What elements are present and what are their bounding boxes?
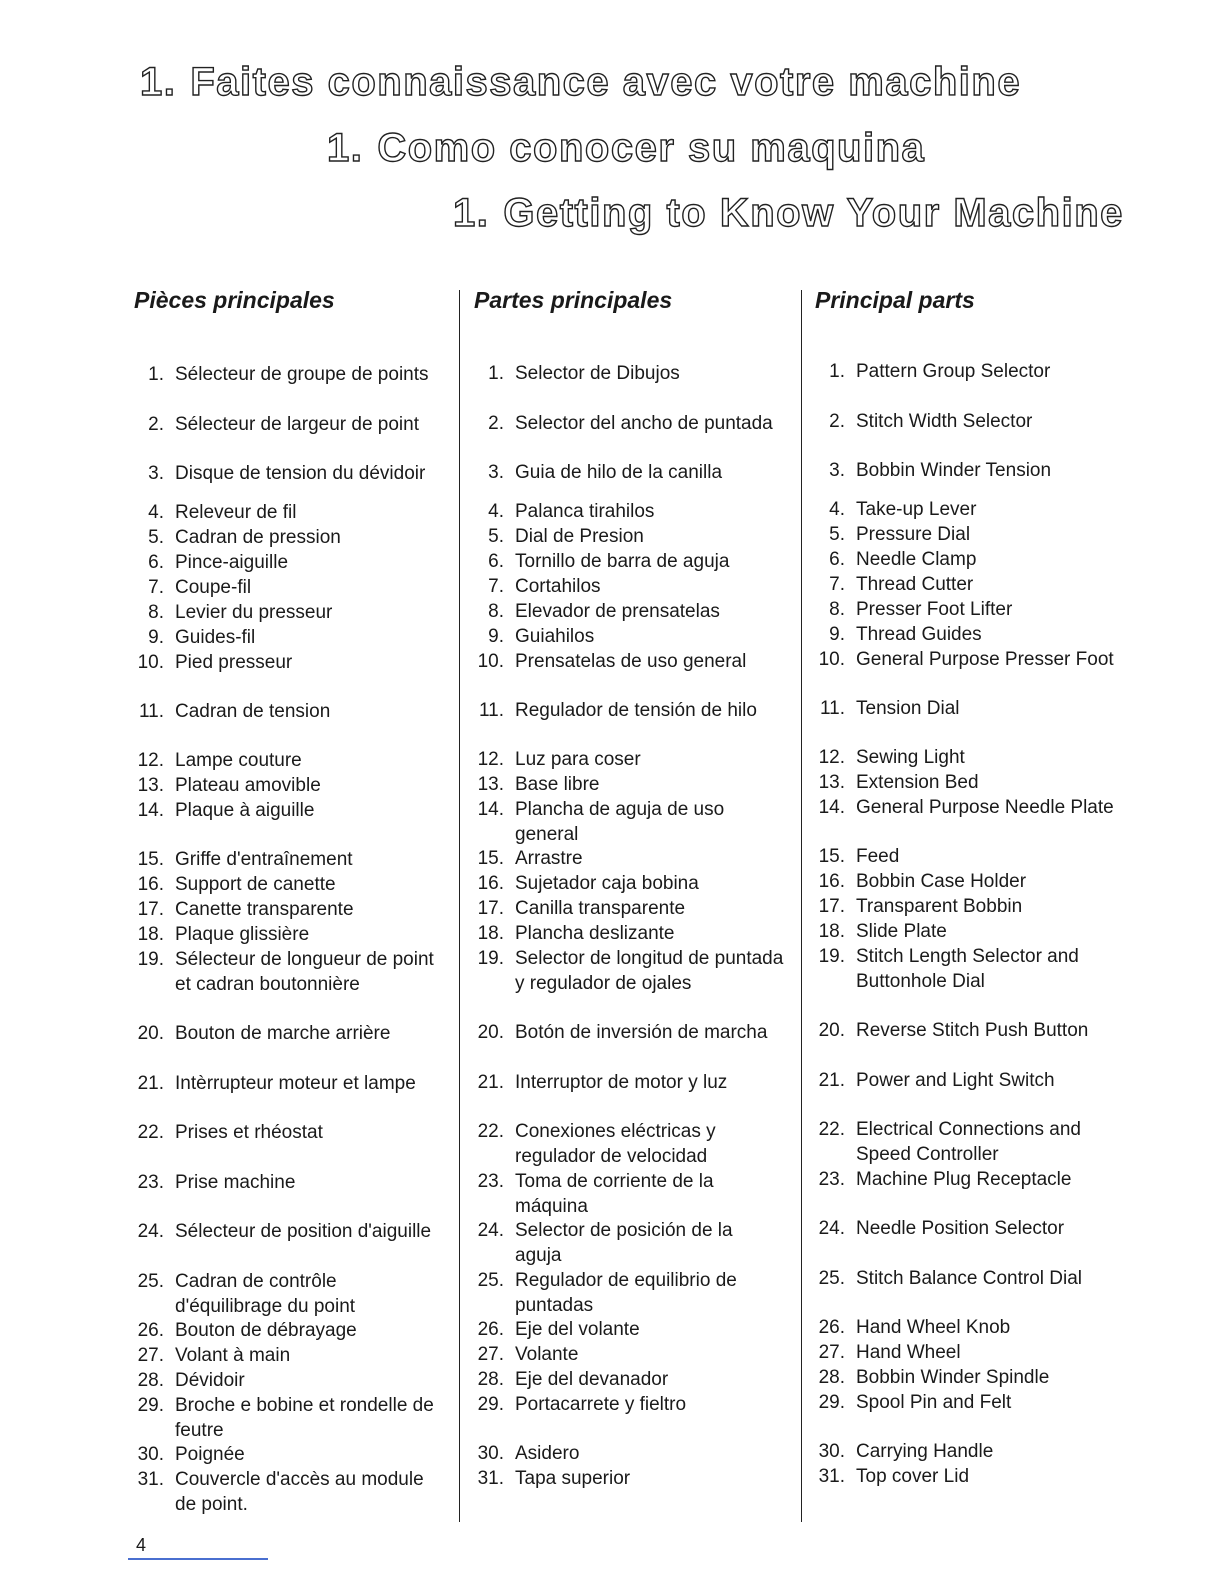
list-item <box>474 699 784 724</box>
list-item <box>134 848 444 873</box>
list-item <box>474 1368 784 1393</box>
item-number: 1. <box>148 364 164 385</box>
list-item <box>815 1391 1125 1416</box>
item-label: Selector de posición de la aguja <box>515 1220 733 1266</box>
list-item <box>815 573 1125 598</box>
item-number: 10. <box>477 651 504 672</box>
list-item <box>815 1069 1125 1094</box>
item-label: Transparent Bobbin <box>856 896 1023 917</box>
title-english-number: 1. <box>453 191 490 235</box>
item-label: Palanca tirahilos <box>515 501 655 522</box>
item-label: Plaque glissière <box>175 924 310 945</box>
item-number: 11. <box>138 701 164 722</box>
item-label: Sewing Light <box>856 747 965 768</box>
list-item <box>474 625 784 650</box>
list-item <box>134 1344 444 1369</box>
item-label: Tension Dial <box>856 698 960 719</box>
list-item <box>134 1220 444 1245</box>
item-label: Prise machine <box>175 1172 296 1193</box>
list-item <box>134 1394 444 1444</box>
list-item <box>134 363 444 388</box>
item-number: 15. <box>477 848 504 869</box>
list-item <box>134 1121 444 1146</box>
item-label: Lampe couture <box>175 750 302 771</box>
item-label: Disque de tension du dévidoir <box>175 463 426 484</box>
item-number: 10. <box>137 652 164 673</box>
item-label: Stitch Balance Control Dial <box>856 1268 1082 1289</box>
list-item <box>815 771 1125 796</box>
item-number: 28. <box>477 1369 504 1390</box>
item-number: 18. <box>137 924 164 945</box>
item-label: Eje del volante <box>515 1319 640 1340</box>
list-item <box>134 462 444 487</box>
item-label: Interruptor de motor y luz <box>515 1072 728 1093</box>
item-number: 25. <box>477 1270 504 1291</box>
item-label: Sujetador caja bobina <box>515 873 699 894</box>
item-number: 30. <box>477 1443 504 1464</box>
item-label: Portacarrete y fieltro <box>515 1394 687 1415</box>
item-number: 8. <box>148 602 164 623</box>
item-number: 20. <box>477 1022 504 1043</box>
item-label: Volante <box>515 1344 579 1365</box>
list-item <box>474 947 784 997</box>
item-label: Sélecteur de largeur de point <box>175 413 419 435</box>
item-number: 13. <box>477 774 504 795</box>
title-french-text: Faites connaissance avec votre machine <box>190 60 1022 104</box>
column-spanish <box>474 285 794 1489</box>
item-number: 15. <box>137 849 164 870</box>
list-item <box>815 548 1125 573</box>
column-heading-french: Pièces principales <box>134 287 335 313</box>
list-item <box>815 598 1125 623</box>
item-label: Power and Light Switch <box>856 1070 1055 1091</box>
list-item <box>474 650 784 675</box>
list-item <box>134 413 444 438</box>
list-item <box>815 523 1125 548</box>
list-item <box>474 412 784 437</box>
item-number: 12. <box>818 747 845 768</box>
item-number: 8. <box>829 599 845 620</box>
list-item <box>474 922 784 947</box>
list-item <box>474 1219 784 1269</box>
list-item <box>815 1440 1125 1465</box>
list-item <box>815 1217 1125 1242</box>
item-label: Bobbin Case Holder <box>856 871 1027 892</box>
item-number: 12. <box>477 749 504 770</box>
item-number: 31. <box>137 1469 164 1490</box>
list-item <box>474 525 784 550</box>
list-item <box>474 1442 784 1467</box>
list-item <box>815 697 1125 722</box>
list-item <box>815 1341 1125 1366</box>
list-item <box>474 897 784 922</box>
list-item <box>134 923 444 948</box>
list-item <box>134 1369 444 1394</box>
list-item <box>474 1269 784 1319</box>
item-number: 17. <box>137 899 164 920</box>
list-item <box>134 948 444 998</box>
list-item <box>474 550 784 575</box>
list-item <box>815 1019 1125 1044</box>
item-number: 14. <box>477 799 504 820</box>
list-item <box>815 796 1125 821</box>
item-label: Prises et rhéostat <box>175 1122 323 1143</box>
list-item <box>474 1467 784 1492</box>
item-number: 25. <box>137 1271 164 1292</box>
item-label: Broche e bobine et rondelle de feutre <box>175 1395 434 1441</box>
item-number: 9. <box>488 626 504 647</box>
column-english <box>815 285 1135 1487</box>
list-item <box>815 1168 1125 1193</box>
item-label: Dial de Presion <box>515 526 644 547</box>
item-label: Spool Pin and Felt <box>856 1392 1012 1413</box>
item-label: Sélecteur de position d'aiguille <box>175 1221 432 1242</box>
list-item <box>474 1393 784 1418</box>
list-item <box>474 1021 784 1046</box>
list-item <box>815 498 1125 523</box>
item-number: 17. <box>477 898 504 919</box>
item-label: Sélecteur de groupe de points <box>175 364 429 385</box>
item-number: 7. <box>829 574 845 595</box>
list-item <box>134 1072 444 1097</box>
item-number: 5. <box>148 527 164 548</box>
item-label: Hand Wheel Knob <box>856 1317 1011 1338</box>
item-label: Support de canette <box>175 874 336 895</box>
item-number: 13. <box>137 775 164 796</box>
item-label: Electrical Connections and Speed Controller <box>856 1119 1081 1165</box>
item-label: Intèrrupteur moteur et lampe <box>175 1073 416 1094</box>
item-label: Bobbin Winder Spindle <box>856 1367 1050 1388</box>
item-number: 29. <box>477 1394 504 1415</box>
column-divider-left <box>459 290 460 1522</box>
item-number: 27. <box>137 1345 164 1366</box>
list-item <box>815 648 1125 673</box>
item-number: 6. <box>488 551 504 572</box>
item-number: 3. <box>829 460 845 481</box>
list-item <box>134 576 444 601</box>
item-label: Bouton de marche arrière <box>175 1023 391 1044</box>
list-item <box>815 1465 1125 1490</box>
item-number: 30. <box>137 1444 164 1465</box>
item-label: Dévidoir <box>175 1370 245 1391</box>
item-label: Pince-aiguille <box>175 552 289 573</box>
item-label: Stitch Width Selector <box>856 410 1033 432</box>
item-number: 2. <box>488 412 504 434</box>
list-item <box>815 623 1125 648</box>
list-item <box>134 873 444 898</box>
item-label: Asidero <box>515 1443 580 1464</box>
item-number: 16. <box>137 874 164 895</box>
item-number: 31. <box>477 1468 504 1489</box>
item-label: Bouton de débrayage <box>175 1320 357 1341</box>
item-label: Extension Bed <box>856 772 979 793</box>
list-item <box>134 526 444 551</box>
item-label: Levier du presseur <box>175 602 333 623</box>
item-number: 24. <box>818 1218 845 1239</box>
item-number: 5. <box>829 524 845 545</box>
item-label: Thread Cutter <box>856 574 974 595</box>
list-item <box>815 1118 1125 1168</box>
item-number: 15. <box>818 846 845 867</box>
title-english <box>453 193 1124 233</box>
item-label: Guides-fil <box>175 627 256 648</box>
item-label: General Purpose Presser Foot <box>856 649 1114 670</box>
list-item <box>474 1170 784 1220</box>
item-label: Needle Position Selector <box>856 1218 1065 1239</box>
item-label: Canilla transparente <box>515 898 686 919</box>
item-number: 11. <box>478 700 504 721</box>
item-label: Cadran de contrôle d'équilibrage du point <box>175 1271 356 1317</box>
item-number: 2. <box>148 413 164 435</box>
item-label: Pattern Group Selector <box>856 361 1051 382</box>
item-label: Reverse Stitch Push Button <box>856 1020 1089 1041</box>
item-label: Needle Clamp <box>856 549 977 570</box>
column-heading-spanish: Partes principales <box>474 287 673 313</box>
item-number: 24. <box>137 1221 164 1242</box>
item-number: 19. <box>477 948 504 969</box>
item-number: 22. <box>477 1121 504 1142</box>
list-item <box>815 870 1125 895</box>
list-item <box>474 1071 784 1096</box>
list-item <box>134 898 444 923</box>
item-label: Carrying Handle <box>856 1441 994 1462</box>
title-french <box>140 62 1021 102</box>
list-item <box>815 410 1125 435</box>
item-number: 26. <box>818 1317 845 1338</box>
list-item <box>474 798 784 848</box>
list-item <box>134 1171 444 1196</box>
list-item <box>134 1270 444 1320</box>
item-label: Regulador de equilibrio de puntadas <box>515 1270 737 1316</box>
item-number: 18. <box>477 923 504 944</box>
list-item <box>815 360 1125 385</box>
item-label: Machine Plug Receptacle <box>856 1169 1072 1190</box>
item-label: Toma de corriente de la máquina <box>515 1171 714 1217</box>
item-label: Tapa superior <box>515 1468 631 1489</box>
column-french <box>134 285 454 1515</box>
list-item <box>474 362 784 387</box>
item-label: Plancha deslizante <box>515 923 675 944</box>
title-spanish <box>327 128 925 168</box>
list-item <box>134 551 444 576</box>
list-item <box>134 601 444 626</box>
item-label: Eje del devanador <box>515 1369 669 1390</box>
item-number: 21. <box>137 1073 164 1094</box>
item-number: 1. <box>829 361 845 382</box>
item-number: 26. <box>477 1319 504 1340</box>
list-item <box>815 920 1125 945</box>
list-item <box>474 600 784 625</box>
list-item <box>134 501 444 526</box>
item-label: Slide Plate <box>856 921 947 942</box>
item-label: Coupe-fil <box>175 577 252 598</box>
list-item <box>474 773 784 798</box>
item-number: 25. <box>818 1268 845 1289</box>
list-item <box>134 700 444 725</box>
item-label: Poignée <box>175 1444 245 1465</box>
list-item <box>815 1267 1125 1292</box>
item-number: 22. <box>137 1122 164 1143</box>
title-french-number: 1. <box>140 60 177 104</box>
item-number: 16. <box>818 871 845 892</box>
list-item <box>134 1319 444 1344</box>
item-label: Selector de Dibujos <box>515 363 680 384</box>
item-label: Selector del ancho de puntada <box>515 412 773 434</box>
item-number: 23. <box>818 1169 845 1190</box>
list-item <box>474 1318 784 1343</box>
item-label: Pied presseur <box>175 652 293 673</box>
item-number: 20. <box>818 1020 845 1041</box>
item-number: 5. <box>488 526 504 547</box>
list-item <box>474 872 784 897</box>
item-number: 19. <box>818 946 845 967</box>
item-label: Base libre <box>515 774 600 795</box>
title-spanish-number: 1. <box>327 126 364 170</box>
list-item <box>474 847 784 872</box>
list-item <box>134 1022 444 1047</box>
item-number: 28. <box>137 1370 164 1391</box>
item-label: Cortahilos <box>515 576 601 597</box>
item-number: 14. <box>818 797 845 818</box>
item-number: 11. <box>819 698 845 719</box>
list-item <box>474 575 784 600</box>
item-number: 4. <box>488 501 504 522</box>
item-number: 9. <box>148 627 164 648</box>
list-item <box>134 799 444 824</box>
item-number: 23. <box>137 1172 164 1193</box>
item-number: 6. <box>148 552 164 573</box>
item-number: 23. <box>477 1171 504 1192</box>
list-item <box>474 1120 784 1170</box>
item-number: 3. <box>488 462 504 483</box>
item-label: Tornillo de barra de aguja <box>515 551 730 572</box>
item-number: 27. <box>818 1342 845 1363</box>
item-label: Conexiones eléctricas y regulador de velocidad <box>515 1121 716 1167</box>
item-number: 16. <box>477 873 504 894</box>
item-label: Cadran de pression <box>175 527 341 548</box>
item-number: 12. <box>137 750 164 771</box>
page-number: 4 <box>136 1535 147 1555</box>
title-spanish-text: Como conocer su maquina <box>377 126 926 170</box>
list-item <box>134 749 444 774</box>
item-label: Stitch Length Selector and Buttonhole Dial <box>856 946 1079 992</box>
item-label: Prensatelas de uso general <box>515 651 747 672</box>
item-label: Thread Guides <box>856 624 982 645</box>
item-number: 31. <box>818 1466 845 1487</box>
item-label: Plancha de aguja de uso general <box>515 799 725 845</box>
footer-rule <box>128 1558 268 1560</box>
item-number: 10. <box>818 649 845 670</box>
title-english-text: Getting to Know Your Machine <box>503 191 1124 235</box>
item-number: 28. <box>818 1367 845 1388</box>
item-number: 17. <box>818 896 845 917</box>
item-number: 14. <box>137 800 164 821</box>
list-item <box>815 1316 1125 1341</box>
item-label: Hand Wheel <box>856 1342 961 1363</box>
item-number: 13. <box>818 772 845 793</box>
item-label: Take-up Lever <box>856 499 977 520</box>
item-number: 21. <box>477 1072 504 1093</box>
item-label: Pressure Dial <box>856 524 971 545</box>
item-label: Releveur de fil <box>175 502 297 523</box>
list-item <box>134 626 444 651</box>
list-item <box>134 774 444 799</box>
list-item <box>474 748 784 773</box>
item-label: Cadran de tension <box>175 701 331 722</box>
item-label: Griffe d'entraînement <box>175 849 353 870</box>
item-label: Volant à main <box>175 1345 291 1366</box>
list-item <box>815 1366 1125 1391</box>
item-label: Selector de longitud de puntada y regulador de ojales <box>515 948 784 994</box>
item-label: Feed <box>856 846 900 867</box>
item-number: 24. <box>477 1220 504 1241</box>
item-label: Top cover Lid <box>856 1466 970 1487</box>
item-label: Botón de inversión de marcha <box>515 1022 768 1043</box>
list-item <box>815 746 1125 771</box>
item-number: 21. <box>818 1070 845 1091</box>
item-label: Plaque à aiguille <box>175 800 315 821</box>
list-item <box>815 945 1125 995</box>
list-item <box>474 461 784 486</box>
item-number: 3. <box>148 463 164 484</box>
list-item <box>134 1468 444 1518</box>
item-label: Sélecteur de longueur de point et cadran boutonnière <box>175 949 434 995</box>
item-label: Elevador de prensatelas <box>515 601 720 622</box>
item-label: Luz para coser <box>515 749 641 770</box>
item-number: 8. <box>488 601 504 622</box>
item-number: 2. <box>829 410 845 432</box>
item-number: 9. <box>829 624 845 645</box>
item-label: General Purpose Needle Plate <box>856 797 1114 818</box>
item-number: 30. <box>818 1441 845 1462</box>
item-number: 4. <box>148 502 164 523</box>
item-label: Canette transparente <box>175 899 354 920</box>
list-item <box>815 845 1125 870</box>
column-heading-english: Principal parts <box>815 287 975 313</box>
item-number: 7. <box>148 577 164 598</box>
item-number: 4. <box>829 499 845 520</box>
item-number: 22. <box>818 1119 845 1140</box>
list-item <box>474 1343 784 1368</box>
item-number: 29. <box>818 1392 845 1413</box>
item-label: Bobbin Winder Tension <box>856 460 1052 481</box>
list-item <box>134 651 444 676</box>
item-number: 20. <box>137 1023 164 1044</box>
item-label: Plateau amovible <box>175 775 321 796</box>
column-divider-right <box>801 290 802 1522</box>
item-number: 7. <box>488 576 504 597</box>
item-number: 19. <box>137 949 164 970</box>
item-number: 29. <box>137 1395 164 1416</box>
list-item <box>815 459 1125 484</box>
item-label: Couvercle d'accès au module de point. <box>175 1469 424 1515</box>
list-item <box>474 500 784 525</box>
item-label: Regulador de tensión de hilo <box>515 700 757 721</box>
item-number: 6. <box>829 549 845 570</box>
list-item <box>815 895 1125 920</box>
item-number: 27. <box>477 1344 504 1365</box>
item-number: 26. <box>137 1320 164 1341</box>
item-label: Arrastre <box>515 848 583 869</box>
item-label: Presser Foot Lifter <box>856 599 1013 620</box>
item-label: Guiahilos <box>515 626 595 647</box>
item-number: 1. <box>488 363 504 384</box>
item-label: Guia de hilo de la canilla <box>515 462 723 483</box>
item-number: 18. <box>818 921 845 942</box>
list-item <box>134 1443 444 1468</box>
